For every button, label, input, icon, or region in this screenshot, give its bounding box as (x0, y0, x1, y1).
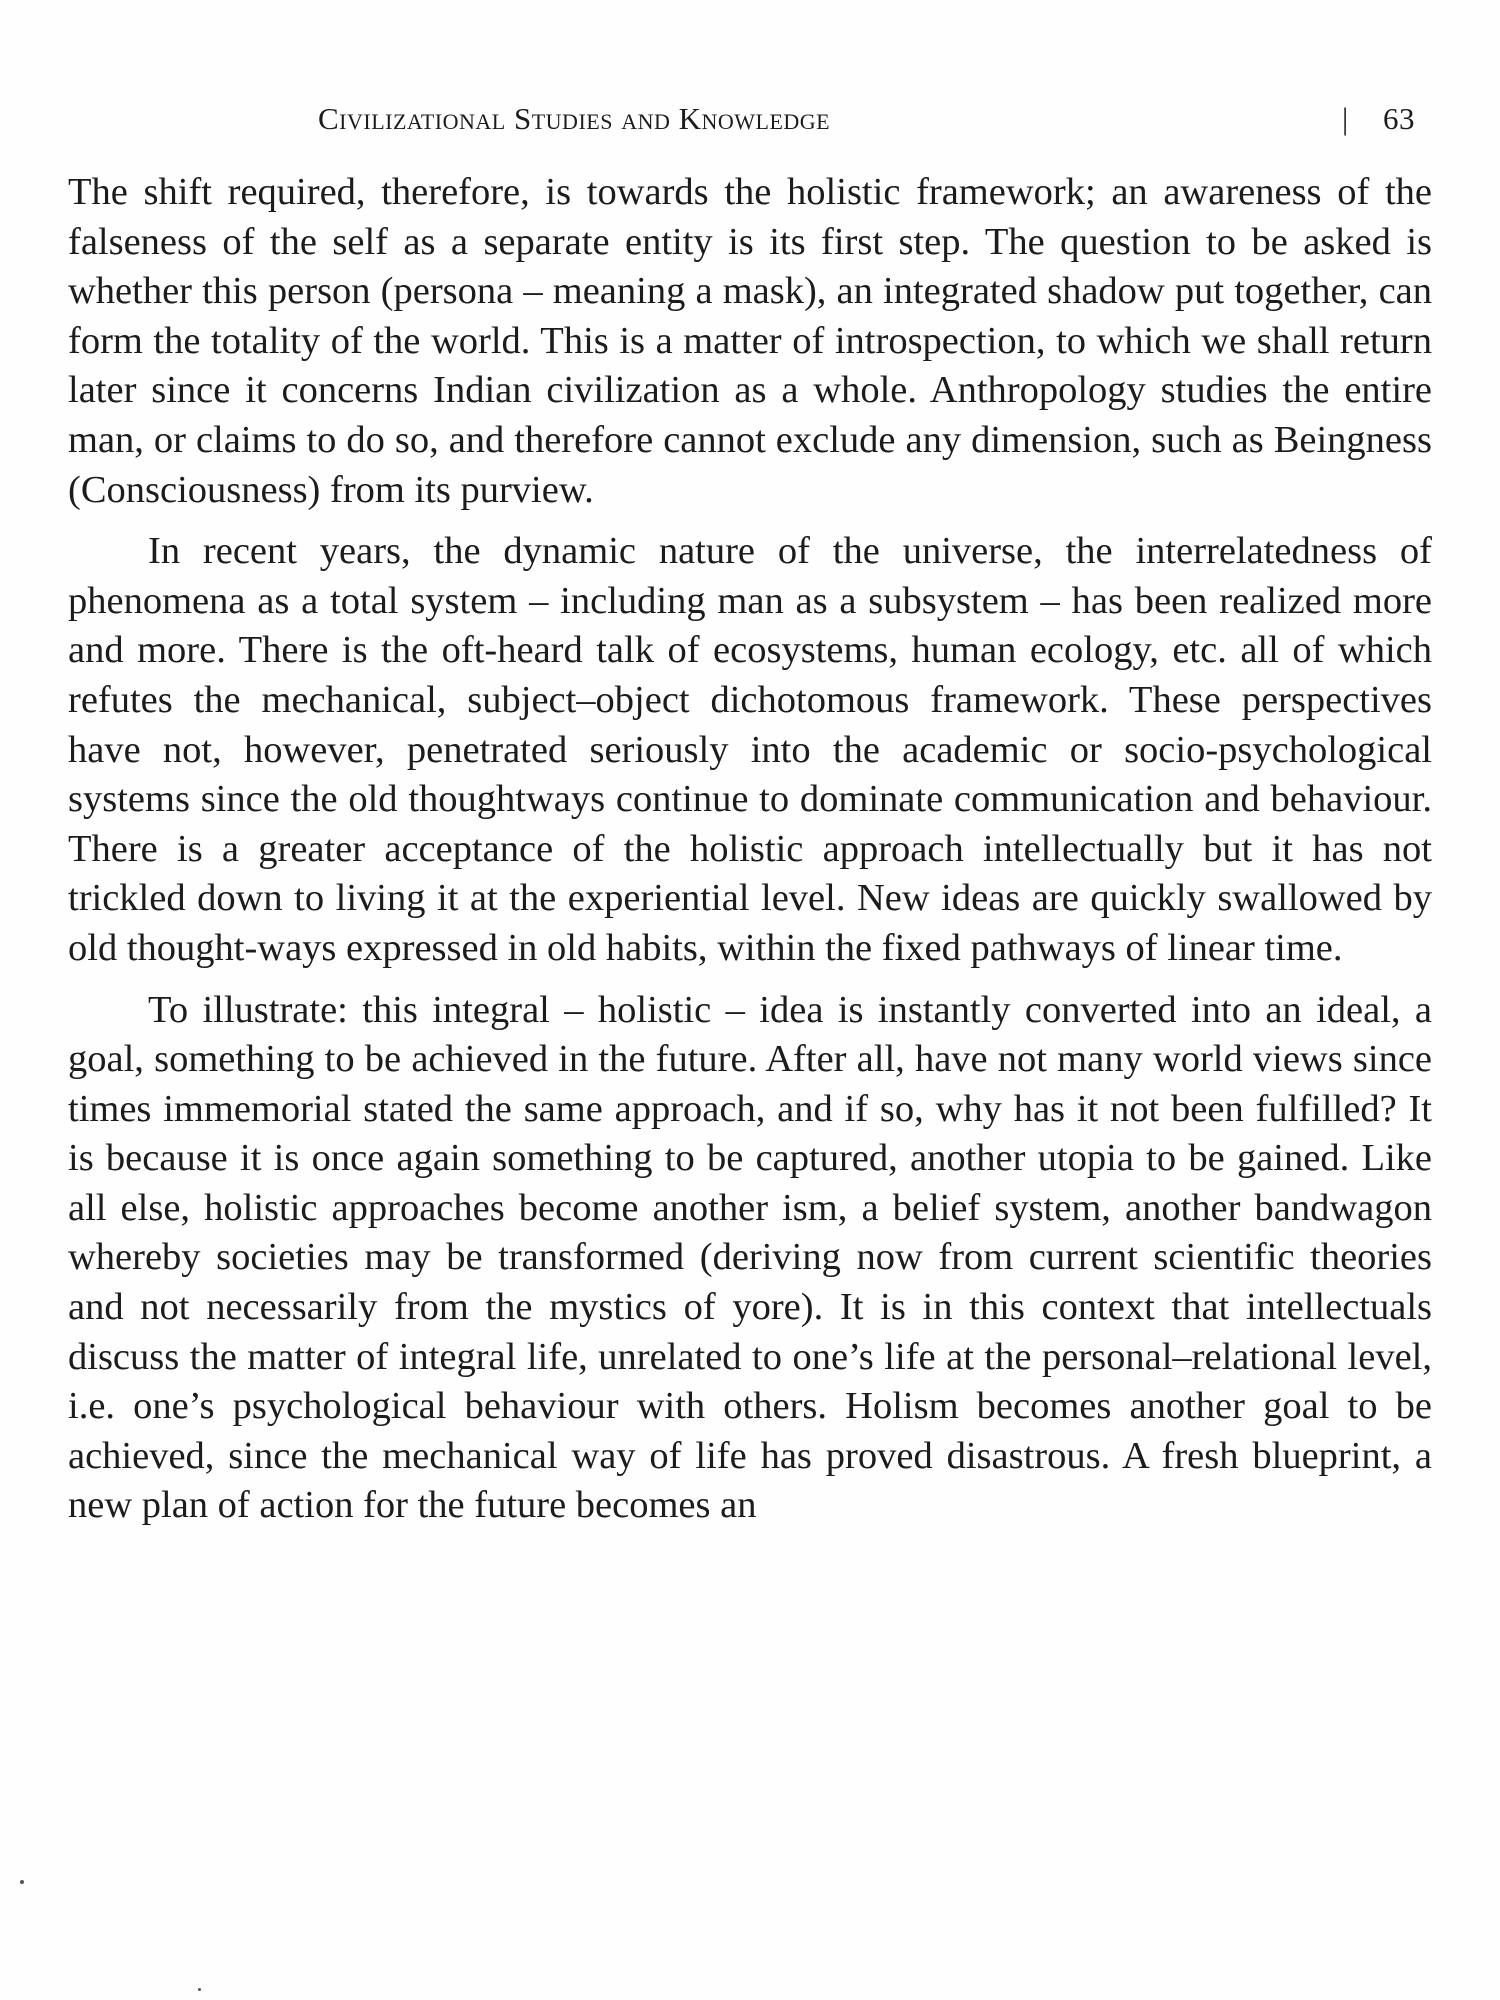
paragraph-3: To illustrate: this integral – holistic – idea is instantly converted into an ideal, a goal, something to be achieved in the future. After all, have not many world views since times immemorial stated the same approach, and if so, why has it not been fulfilled? It is because it is once again something to be captured, another utopia to be gained. Like all else, holistic approaches become another ism, a belief system, another bandwagon whereby societies may be transformed (deriving now from current scientific theories and not necessarily from the mystics of yore). It is in this context that intellectuals discuss the matter of integral life, unrelated to one’s life at the personal–relational level, i.e. one’s psychological behaviour with others. Holism becomes another goal to be achieved, since the mechanical way of life has proved disastrous. A fresh blueprint, a new plan of action for the future becomes an (68, 988, 1432, 1527)
body-text (68, 168, 1432, 1543)
page-number: 63 (1383, 101, 1415, 136)
print-speck (20, 1880, 24, 1884)
running-title: Civilizational Studies and Knowledge (318, 101, 831, 136)
paragraph-2: In recent years, the dynamic nature of the universe, the interrelatedness of phenomena as a total system – including man as a subsystem – has been realized more and more. There is the oft-heard talk of ecosystems, human ecology, etc. all of which refutes the mechanical, subject–object dichotomous framework. These perspectives have not, however, penetrated seriously into the academic or socio-psychological systems since the old thoughtways continue to dominate communication and behaviour. There is a greater acceptance of the holistic approach intellectually but it has not trickled down to living it at the experiential level. New ideas are quickly swallowed by old thought-ways expressed in old habits, within the fixed pathways of linear time. (68, 530, 1432, 969)
print-speck (198, 1988, 201, 1991)
paragraph-1: The shift required, therefore, is towards the holistic framework; an awareness of the falseness of the self as a separate entity is its first step. The question to be asked is whether this person (persona – meaning a mask), an integrated shadow put together, can form the totality of the world. This is a matter of introspection, to which we shall return later since it concerns Indian civilization as a whole. Anthropology studies the entire man, or claims to do so, and therefore cannot exclude any dimension, such as Beingness (Consciousness) from its purview. (68, 171, 1432, 511)
running-head (0, 94, 1500, 144)
header-separator: | (1342, 101, 1349, 136)
